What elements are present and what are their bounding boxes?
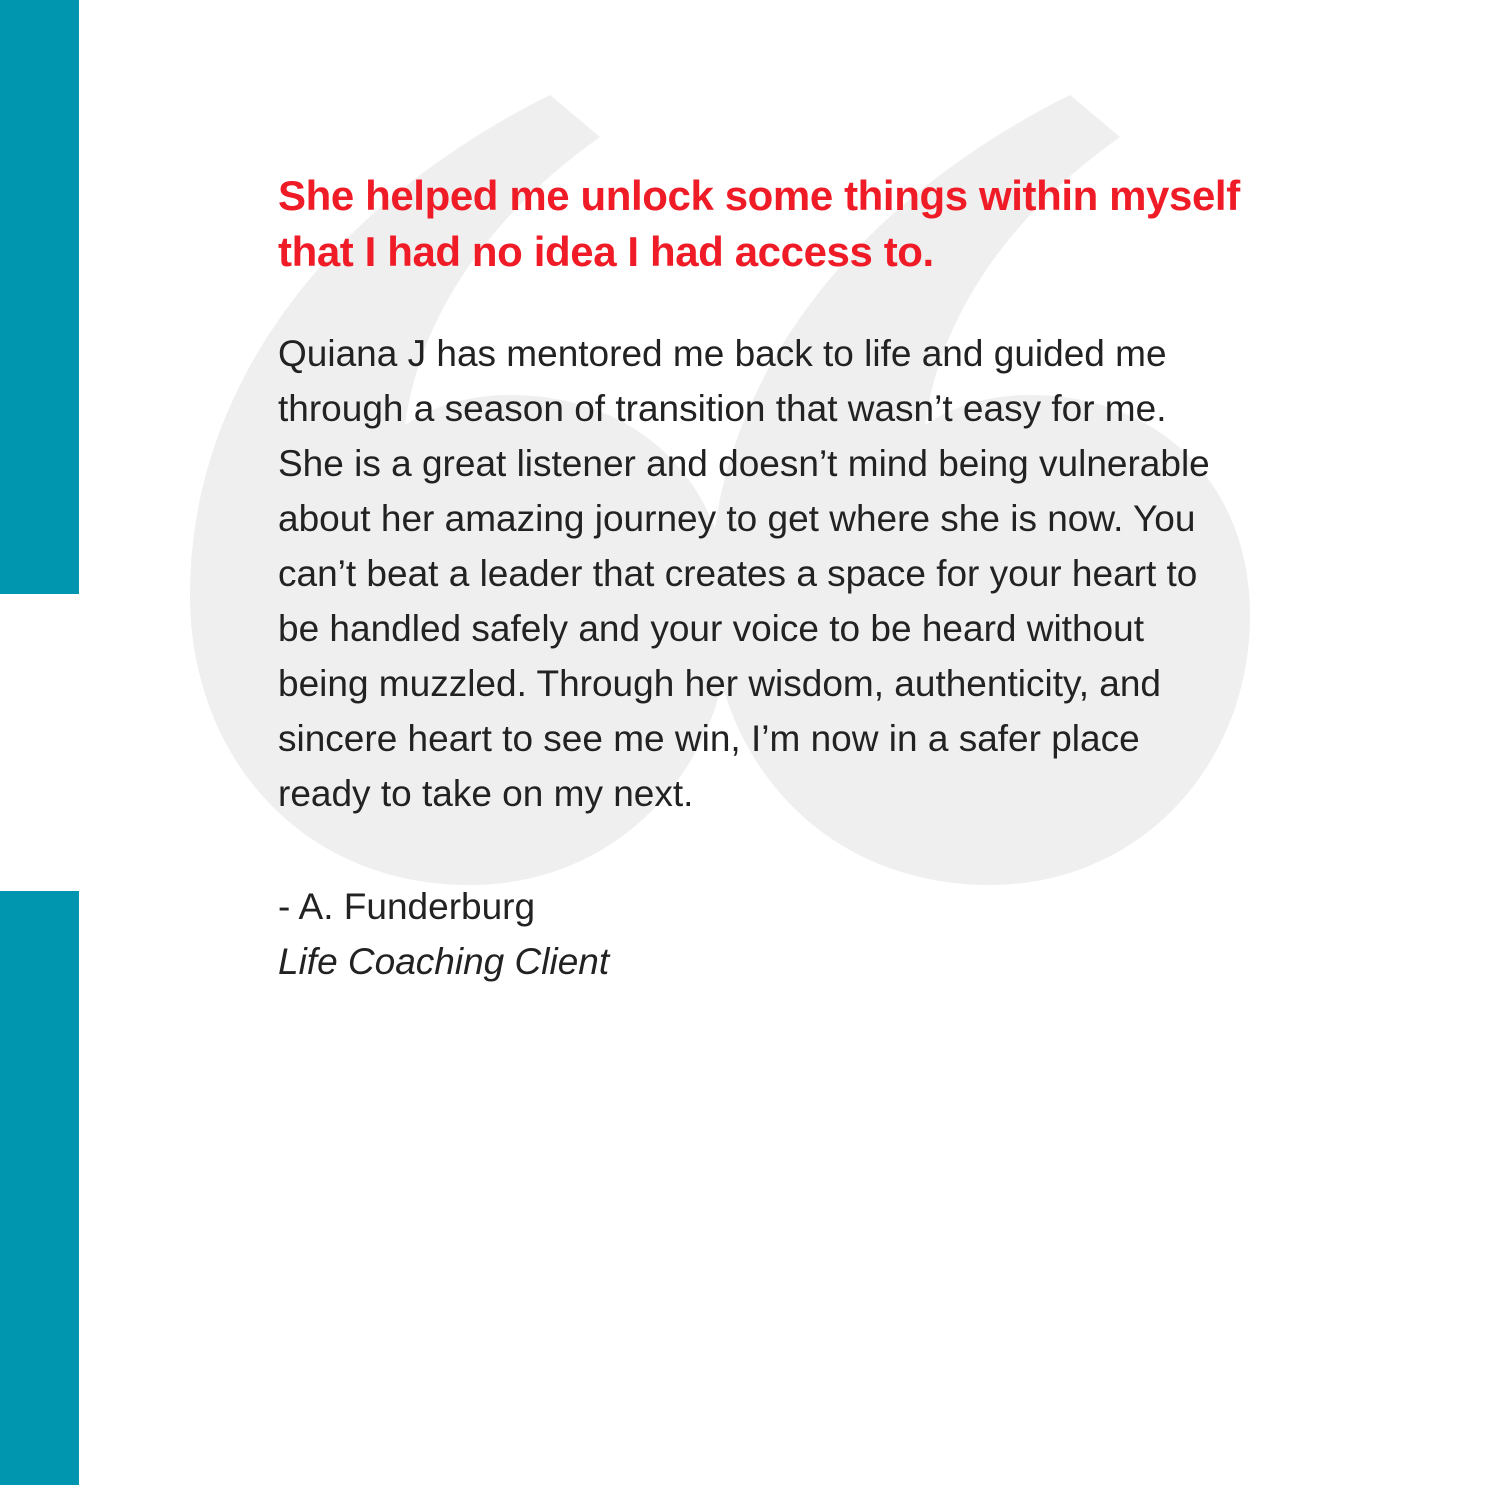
accent-bar-bottom (0, 891, 79, 1485)
author-name: - A. Funderburg (278, 886, 536, 927)
testimonial-card (278, 168, 1268, 989)
author-role: Life Coaching Client (278, 941, 610, 982)
accent-bar-top (0, 0, 79, 594)
testimonial-headline: She helped me unlock some things within myself that I had no idea I had access to. (278, 172, 1240, 275)
attribution (278, 879, 1268, 989)
testimonial-body: Quiana J has mentored me back to life and guided me through a season of transition that wasn’t easy for me. She is a great listener and doesn’t mind being vulnerable about her amazing journey to get where she is now. You can’t beat a leader that creates a space for your heart to be handled safely and your voice to be heard without being muzzled. Through her wisdom, authenticity, and sincere heart to see me win, I’m now in a safer place ready to take on my next. (278, 333, 1210, 814)
